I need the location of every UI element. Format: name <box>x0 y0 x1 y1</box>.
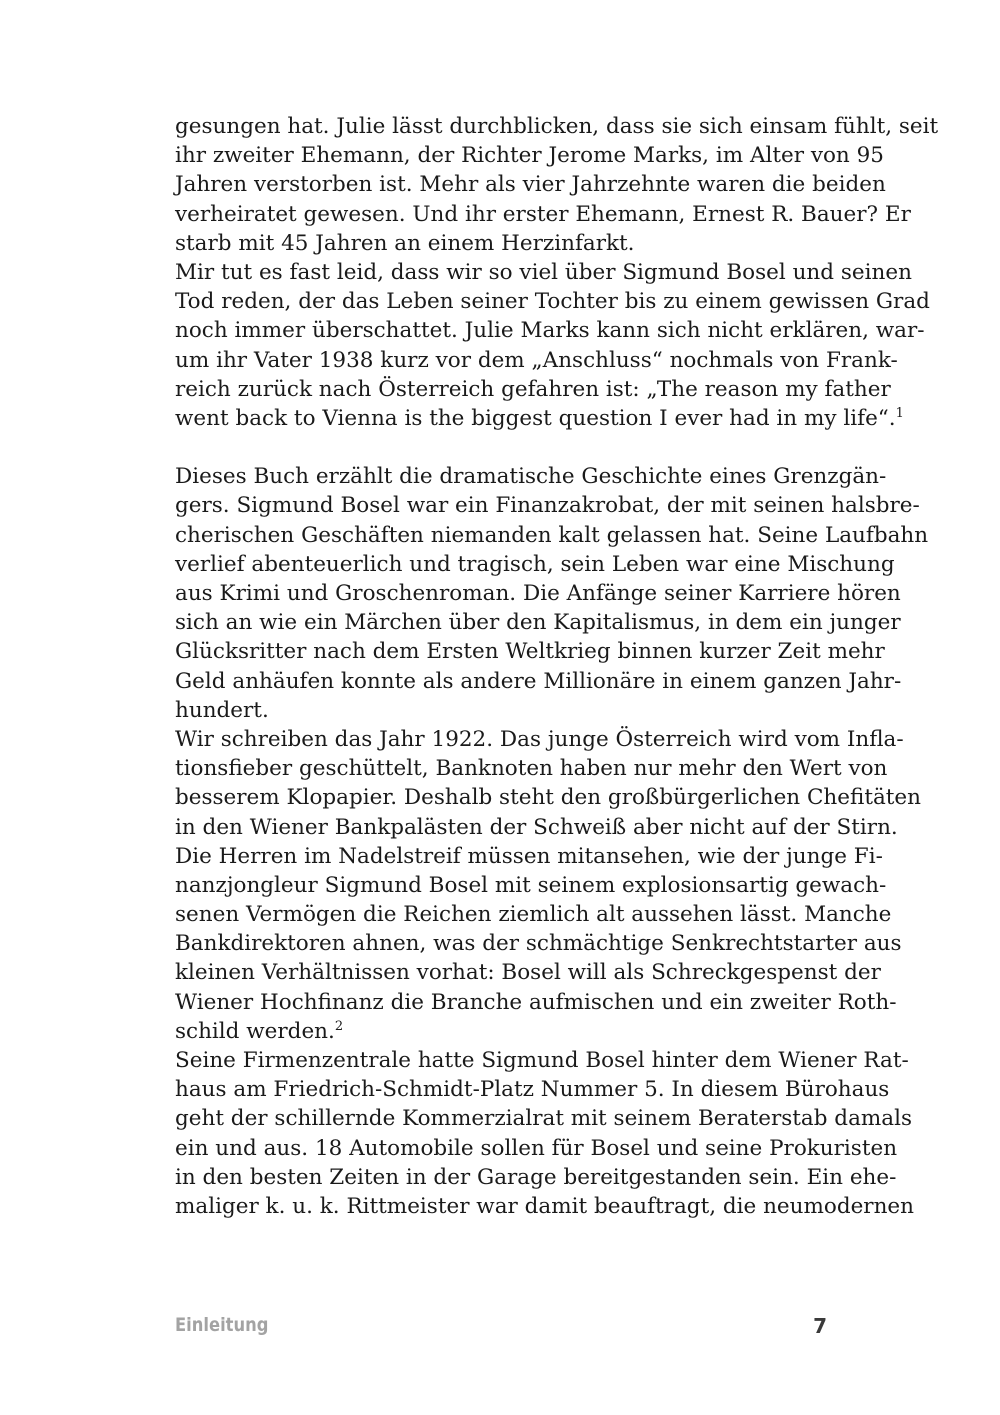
text-line: hundert. <box>175 697 269 723</box>
text-line: Wiener Hochfinanz die Branche aufmischen und ein zweiter Roth- <box>175 989 897 1015</box>
page-number: 7 <box>813 1314 827 1338</box>
text-line: besserem Klopapier. Deshalb steht den großbürgerlichen Chefitäten <box>175 785 922 811</box>
text-line: Seine Firmenzentrale hatte Sigmund Bosel hinter dem Wiener Rat- <box>175 1048 909 1073</box>
running-footer-section: Einleitung <box>175 1314 269 1336</box>
text-line <box>175 1017 827 1046</box>
paragraph-group <box>175 462 929 1221</box>
text-line: senen Vermögen die Reichen ziemlich alt aussehen lässt. Manche <box>175 902 892 928</box>
text-line-content: schild werden. <box>175 1018 335 1044</box>
text-line: gers. Sigmund Bosel war ein Finanzakrobat, der mit seinen halsbre- <box>175 493 920 519</box>
footnote-reference[interactable]: 1 <box>895 405 904 421</box>
text-line: in den Wiener Bankpalästen der Schweiß aber nicht auf der Stirn. <box>175 814 898 840</box>
paragraph <box>175 1046 914 1221</box>
paragraph <box>175 258 930 433</box>
text-line: tionsfieber geschüttelt, Banknoten haben nur mehr den Wert von <box>175 756 888 782</box>
text-line: noch immer überschattet. Julie Marks kann sich nicht erklären, war- <box>175 318 925 344</box>
text-line: kleinen Verhältnissen vorhat: Bosel will als Schreckgespenst der <box>175 960 881 986</box>
text-line: haus am Friedrich-Schmidt-Platz Nummer 5. In diesem Bürohaus <box>175 1077 890 1103</box>
text-line: sich an wie ein Märchen über den Kapitalismus, in dem ein junger <box>175 610 901 636</box>
paragraph <box>175 112 939 258</box>
paragraph <box>175 462 929 725</box>
text-line: verheiratet gewesen. Und ihr erster Ehemann, Ernest R. Bauer? Er <box>175 201 911 227</box>
text-line: ein und aus. 18 Automobile sollen für Bosel und seine Prokuristen <box>175 1135 898 1161</box>
text-line: starb mit 45 Jahren an einem Herzinfarkt. <box>175 230 635 256</box>
text-line: Bankdirektoren ahnen, was der schmächtige Senkrechtstarter aus <box>175 931 902 957</box>
text-line: reich zurück nach Österreich gefahren ist: „The reason my father <box>175 376 891 402</box>
body-text <box>175 112 939 1221</box>
text-line: Glücksritter nach dem Ersten Weltkrieg binnen kurzer Zeit mehr <box>175 639 885 665</box>
text-line: cherischen Geschäften niemanden kalt gelassen hat. Seine Laufbahn <box>175 522 929 548</box>
paragraph-group <box>175 112 939 433</box>
text-line: Jahren verstorben ist. Mehr als vier Jahrzehnte waren die beiden <box>175 172 886 198</box>
text-line: Geld anhäufen konnte als andere Millionäre in einem ganzen Jahr- <box>175 668 902 694</box>
text-line <box>175 404 904 433</box>
footnote-reference[interactable]: 2 <box>334 1018 344 1034</box>
text-line: Wir schreiben das Jahr 1922. Das junge Österreich wird vom Infla- <box>175 726 904 752</box>
text-line: in den besten Zeiten in der Garage bereitgestanden sein. Ein ehe- <box>175 1164 897 1190</box>
text-line: Die Herren im Nadelstreif müssen mitansehen, wie der junge Fi- <box>175 843 883 869</box>
text-line: geht der schillernde Kommerzialrat mit seinem Beraterstab damals <box>175 1106 913 1132</box>
text-line-content: went back to Vienna is the biggest question I ever had in my life“. <box>175 405 896 431</box>
text-line: aus Krimi und Groschenroman. Die Anfänge seiner Karriere hören <box>175 581 901 606</box>
text-line: gesungen hat. Julie lässt durchblicken, dass sie sich einsam fühlt, seit <box>175 114 939 139</box>
text-line: Tod reden, der das Leben seiner Tochter bis zu einem gewissen Grad <box>175 289 930 315</box>
paragraph <box>175 725 922 1046</box>
page-footer <box>175 1314 827 1344</box>
text-line: nanzjongleur Sigmund Bosel mit seinem explosionsartig gewach- <box>175 872 887 898</box>
text-line: um ihr Vater 1938 kurz vor dem „Anschluss“ nochmals von Frank- <box>175 347 898 373</box>
text-line: ihr zweiter Ehemann, der Richter Jerome Marks, im Alter von 95 <box>175 143 884 169</box>
text-line: Dieses Buch erzählt die dramatische Geschichte eines Grenzgän- <box>175 464 887 490</box>
text-line: Mir tut es fast leid, dass wir so viel über Sigmund Bosel und seinen <box>175 259 912 285</box>
text-line: verlief abenteuerlich und tragisch, sein Leben war eine Mischung <box>175 551 895 577</box>
text-line: maliger k. u. k. Rittmeister war damit beauftragt, die neumodernen <box>175 1193 914 1219</box>
